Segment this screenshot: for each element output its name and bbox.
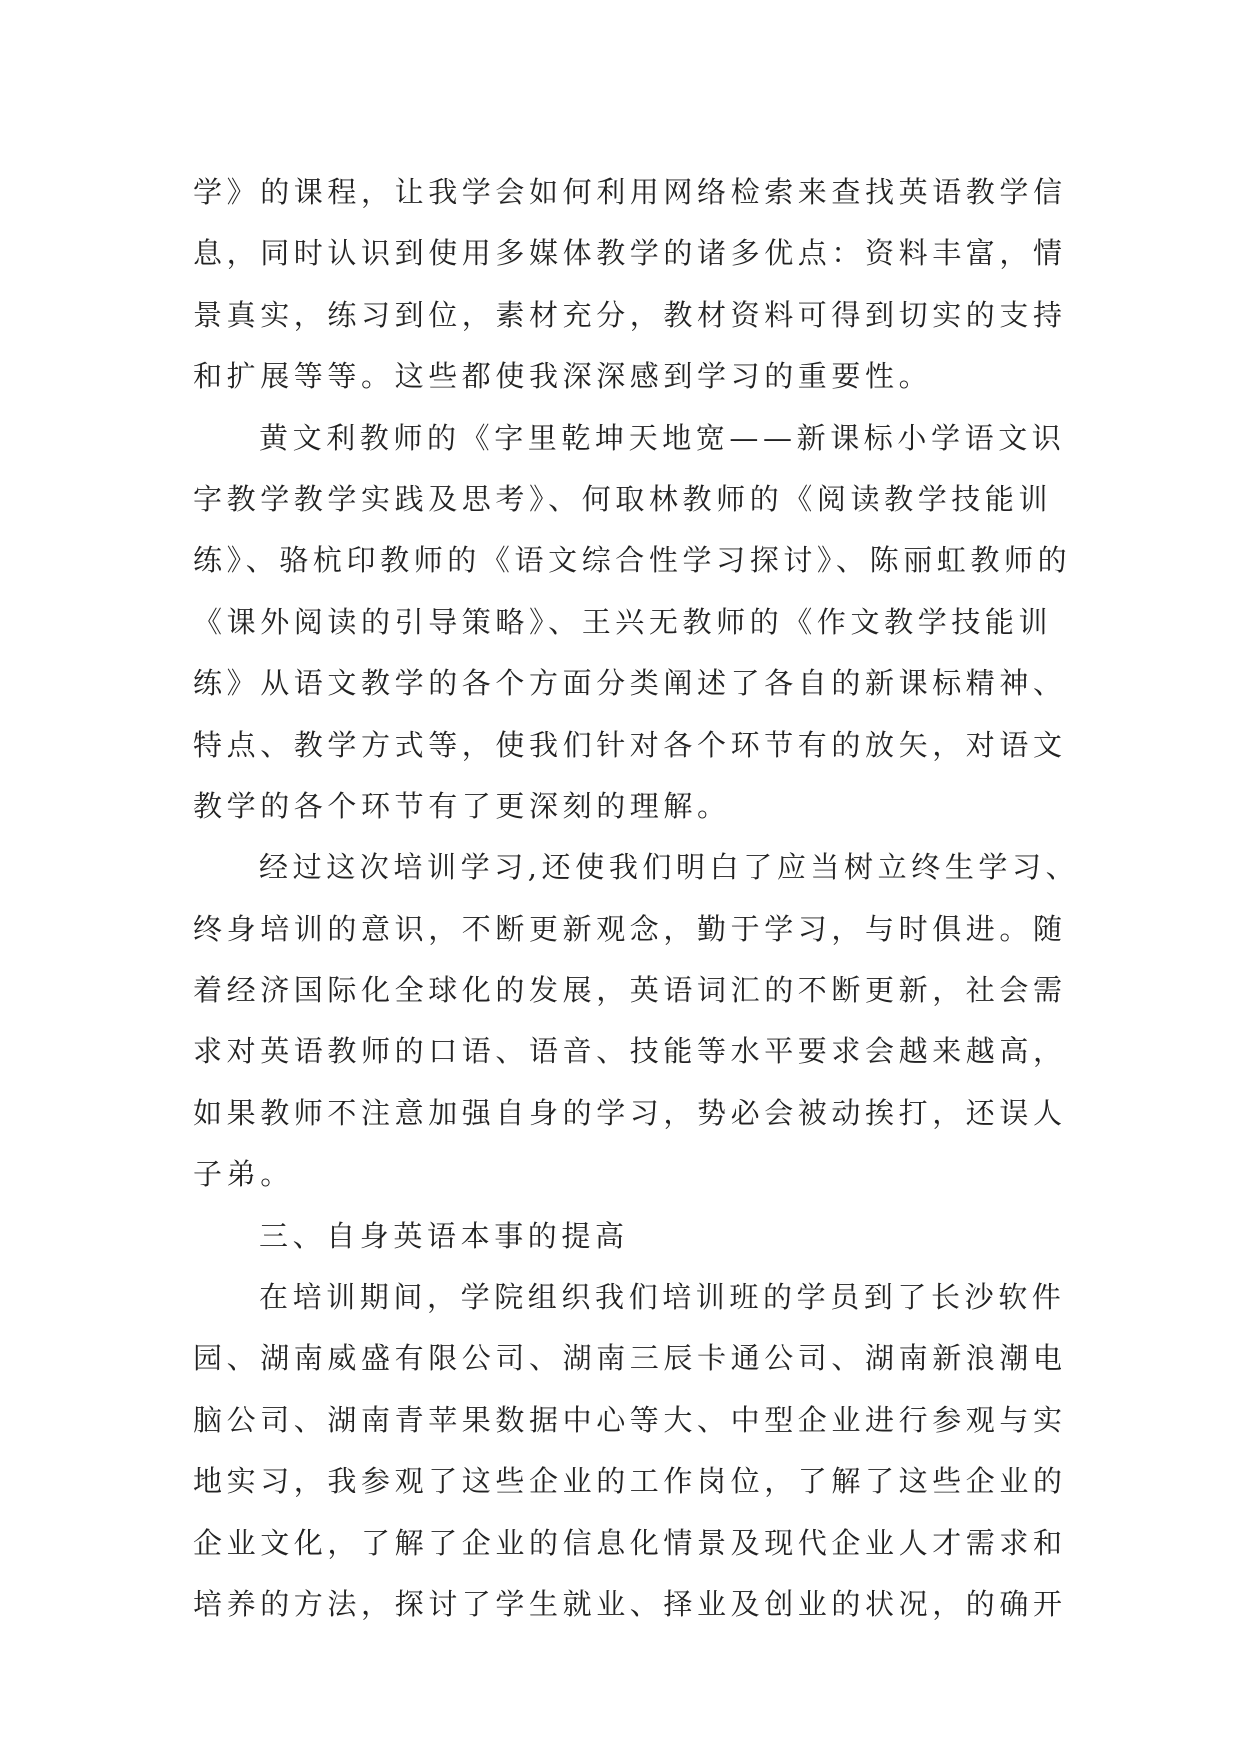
paragraph-first-line: 在培训期间，学院组织我们培训班的学员到了长沙软件 [259,1280,1066,1315]
text-line: 园、湖南威盛有限公司、湖南三辰卡通公司、湖南新浪潮电 [193,1341,1067,1376]
text-line: 景真实，练习到位，素材充分，教材资料可得到切实的支持 [193,297,1067,332]
text-line: 地实习，我参观了这些企业的工作岗位，了解了这些企业的 [193,1464,1067,1499]
text-line: 脑公司、湖南青苹果数据中心等大、中型企业进行参观与实 [193,1402,1067,1437]
text-line: 如果教师不注意加强自身的学习，势必会被动挨打，还误人 [193,1095,1067,1130]
text-line: 培养的方法，探讨了学生就业、择业及创业的状况，的确开 [193,1586,1067,1621]
section-heading: 三、自身英语本事的提高 [259,1218,629,1253]
text-line: 和扩展等等。这些都使我深深感到学习的重要性。 [193,359,933,394]
text-line: 学》的课程，让我学会如何利用网络检索来查找英语教学信 [193,175,1067,209]
text-line: 特点、教学方式等，使我们针对各个环节有的放矢，对语文 [193,727,1067,762]
text-line: 求对英语教师的口语、语音、技能等水平要求会越来越高， [193,1034,1067,1069]
paragraph-first-line: 黄文利教师的《字里乾坤天地宽——新课标小学语文识 [259,420,1066,455]
text-line: 练》从语文教学的各个方面分类阐述了各自的新课标精神、 [193,666,1067,701]
text-line: 企业文化，了解了企业的信息化情景及现代企业人才需求和 [193,1525,1067,1560]
text-line: 子弟。 [193,1157,294,1192]
text-line: 教学的各个环节有了更深刻的理解。 [193,788,731,823]
text-line: 着经济国际化全球化的发展，英语词汇的不断更新，社会需 [193,973,1067,1008]
text-line: 练》、骆杭印教师的《语文综合性学习探讨》、陈丽虹教师的 [193,543,1072,578]
text-line: 终身培训的意识，不断更新观念，勤于学习，与时俱进。随 [193,911,1067,946]
document-body [193,162,1080,1635]
text-line: 息，同时认识到使用多媒体教学的诸多优点：资料丰富，情 [193,236,1067,271]
text-line: 字教学教学实践及思考》、何取林教师的《阅读教学技能训 [193,481,1053,516]
paragraph-first-line: 经过这次培训学习,还使我们明白了应当树立终生学习、 [259,850,1080,885]
text-line: 《课外阅读的引导策略》、王兴无教师的《作文教学技能训 [193,604,1053,639]
